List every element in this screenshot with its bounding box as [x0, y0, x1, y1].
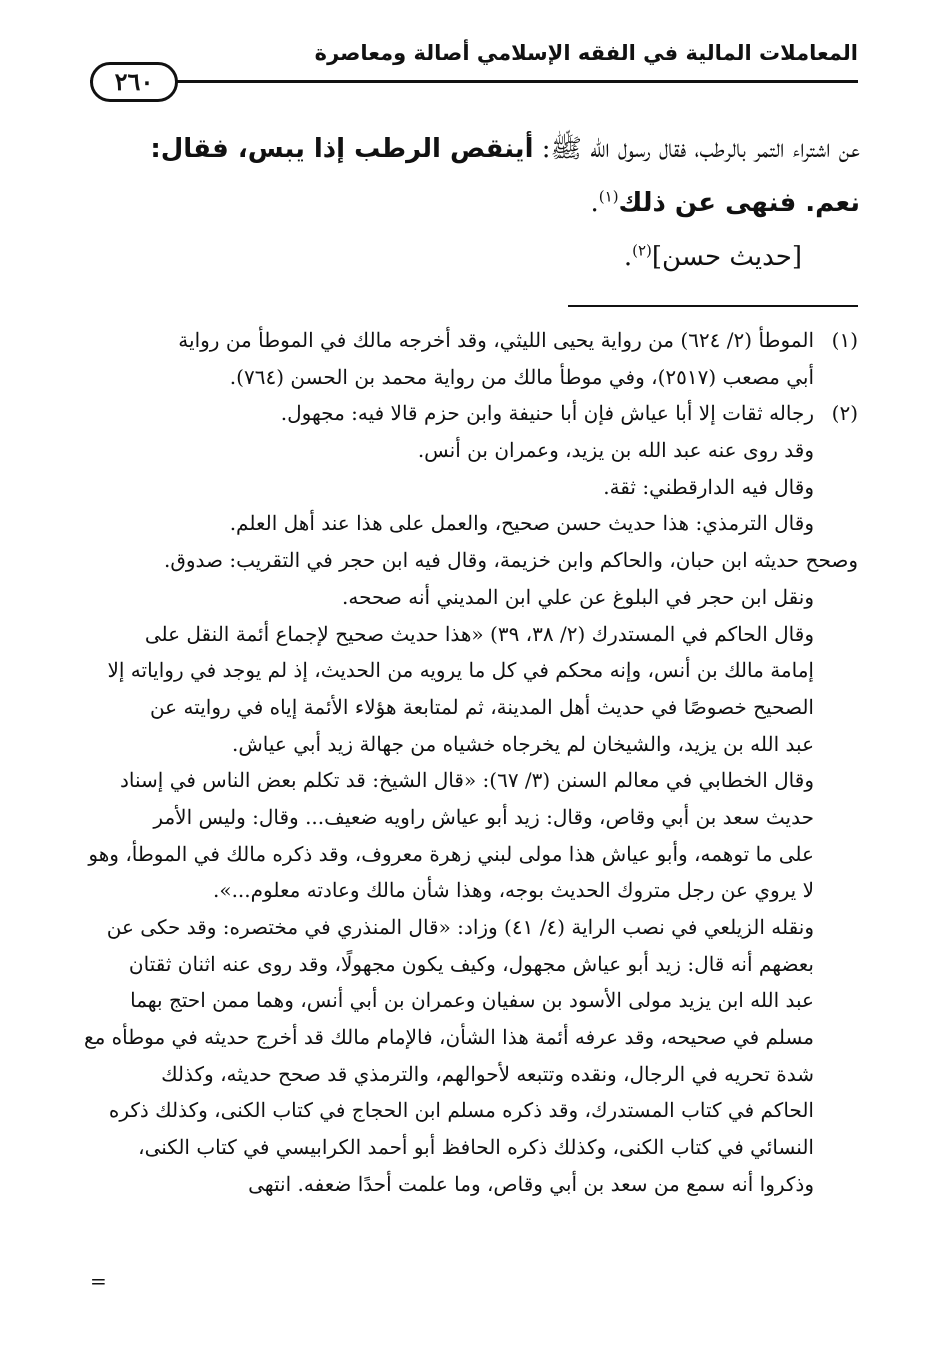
running-title: المعاملات المالية في الفقه الإسلامي أصالة ومعاصرة	[314, 41, 858, 65]
footnote-line: عبد الله ابن يزيد مولى الأسود بن سفيان وعمران بن أبي أنس، وهما ممن احتج بهما	[130, 988, 814, 1013]
footnote-line: على ما توهمه، وأبو عياش هذا مولى لبني زهرة معروف، وقد ذكره مالك في الموطأ، وهو	[88, 841, 814, 866]
hadith-grading	[85, 230, 860, 284]
footnotes	[70, 322, 858, 1203]
footnote-line: بعضهم أنه قال: زيد أبو عياش مجهول، وكيف يكون مجهولًا، وقد روى عنه اثنان ثقتان	[128, 951, 814, 976]
footnote-2-number: (٢)	[831, 401, 858, 426]
page-number-badge: ٢٦٠	[90, 62, 178, 102]
footnote-line: وقال فيه الدارقطني: ثقة.	[603, 474, 814, 499]
grading-text: [حديث حسن]	[651, 242, 802, 272]
footnote-line: شدة تحريه في الرجال، ونقده وتتبعه لأحوالهم، والترمذي قد صحح حديثه، وكذلك	[161, 1061, 814, 1086]
main-line-2-end: .	[590, 188, 599, 218]
footnote-line: الصحيح خصوصًا في حديث أهل المدينة، ثم لمتابعة هؤلاء الأئمة إياه في روايته عن	[149, 694, 814, 719]
main-line-1-bold: أينقص الرطب إذا يبس، فقال:	[150, 134, 534, 164]
footnote-line: وذكروا أنه سمع من سعد بن أبي وقاص، وما علمت أحدًا ضعفه. انتهى	[248, 1171, 814, 1196]
grading-end: .	[623, 242, 633, 272]
footnote-line: لا يروي عن رجل متروك الحديث بوجه، وهذا شأن مالك وعادته معلوم...».	[212, 878, 814, 903]
footnote-line: ونقل ابن حجر في البلوغ عن علي ابن المديني أنه صححه.	[342, 584, 814, 609]
footnote-line: وقال الترمذي: هذا حديث حسن صحيح، والعمل على هذا عند أهل العلم.	[229, 511, 814, 536]
footnote-ref-1: (١)	[598, 187, 619, 206]
footnote-line: ونقله الزيلعي في نصب الراية (٤/ ٤١) وزاد: «قال المنذري في مختصره: وقد حكى عن	[106, 915, 814, 939]
footnote-line: وقال الخطابي في معالم السنن (٣/ ٦٧): «قال الشيخ: قد تكلم بعض الناس في إسناد	[119, 768, 814, 793]
footnote-line: مسلم في صحيحه، وقد عرفه أئمة هذا الشأن، فالإمام مالك قد أخرج حديثه في موطأه مع	[83, 1025, 814, 1050]
hadith-text	[85, 122, 860, 284]
main-line-2	[85, 176, 860, 230]
footnote-line: النسائي في كتاب الكنى، وكذلك ذكره الحافظ أبو أحمد الكرابيسي في كتاب الكنى،	[138, 1135, 814, 1160]
footnote-1-text-1: الموطأ (٢/ ٦٢٤) من رواية يحيى الليثي، وقد أخرجه مالك في الموطأ من رواية	[178, 328, 814, 352]
footnote-line: إمامة مالك بن أنس، وإنه محكم في كل ما يرويه من الحديث، إذ لم يوجد في رواياته إلا	[107, 658, 814, 683]
footnote-line: عبد الله بن يزيد، والشيخان لم يخرجاه خشياه من جهالة زيد أبي عياش.	[232, 731, 814, 756]
footnote-separator	[568, 305, 858, 307]
footnote-1-line-2: أبي مصعب (٢٥١٧)، وفي موطأ مالك من رواية محمد بن الحسن (٧٦٤).	[229, 364, 814, 389]
main-line-1-plain: عن اشتراء التمر بالرطب، فقال رسول الله ﷺ:	[533, 134, 860, 164]
footnote-1-number: (١)	[831, 328, 858, 352]
footnote-line: حديث سعد بن أبي وقاص، وقال: زيد أبو عياش راويه ضعيف... وقال: وليس الأمر	[153, 804, 814, 829]
footnote-1-line-1	[70, 322, 858, 359]
main-line-2-bold: نعم. فنهى عن ذلك	[618, 188, 860, 218]
footnote-line: وقال الحاكم في المستدرك (٢/ ٣٨، ٣٩) «هذا حديث صحيح لإجماع أئمة النقل على	[144, 621, 814, 646]
footnote-2-text-1: رجاله ثقات إلا أبا عياش فإن أبا حنيفة وابن حزم قالا فيه: مجهول.	[280, 401, 814, 426]
footnote-line: الحاكم في كتاب المستدرك، وقد ذكره مسلم ابن الحجاج في كتاب الكنى، وكذلك ذكره	[108, 1098, 814, 1123]
footnote-line: وقد روى عنه عبد الله بن يزيد، وعمران بن أنس.	[417, 438, 814, 463]
footnote-line: وصحح حديثه ابن حبان، والحاكم وابن خزيمة، وقال فيه ابن حجر في التقريب: صدوق.	[164, 548, 858, 573]
header-rule	[90, 80, 858, 83]
footnote-2-line-1	[70, 395, 858, 432]
main-line-1	[85, 122, 860, 176]
footnote-ref-2: (٢)	[632, 241, 652, 260]
continuation-mark: =	[90, 1269, 107, 1293]
